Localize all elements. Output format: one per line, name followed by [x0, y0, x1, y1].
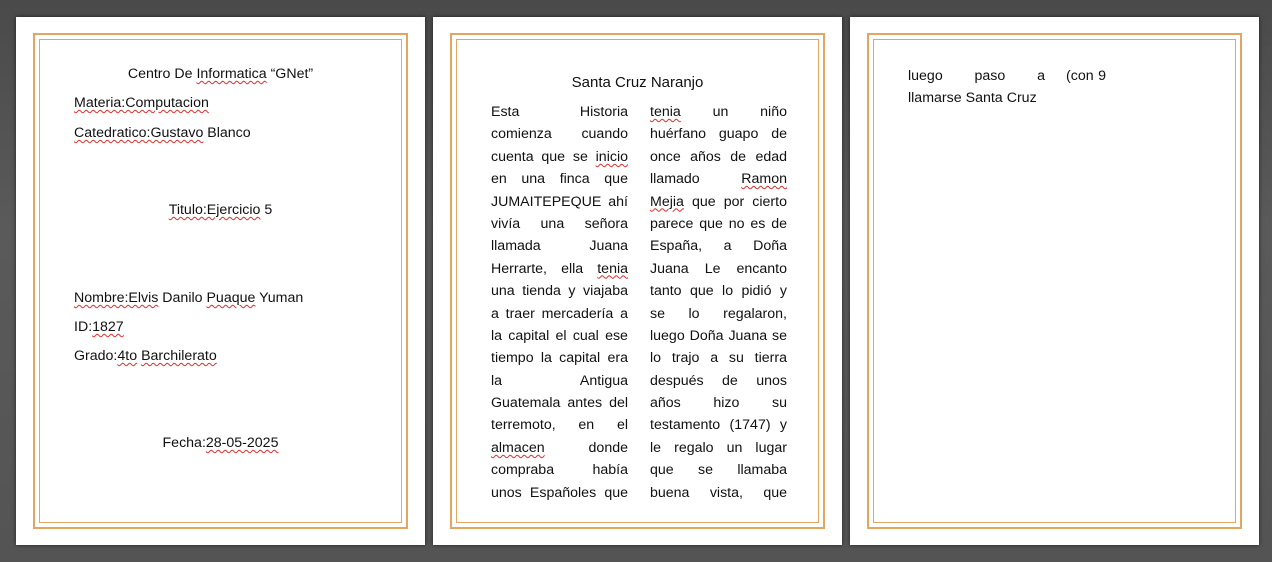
text-line [1066, 67, 1106, 89]
word: un [712, 104, 729, 120]
word: Juana [650, 260, 689, 277]
word: y [779, 283, 787, 300]
word: llamarse [908, 90, 962, 107]
word: Antigua [579, 372, 628, 389]
text-line [650, 372, 787, 394]
word: niño [760, 104, 787, 120]
word: que [763, 484, 787, 501]
word: a [723, 238, 732, 255]
word: almacen [491, 439, 545, 456]
text-line [491, 349, 628, 371]
fecha-line: Fecha:28-05-2025 [162, 435, 279, 451]
word: era [607, 350, 628, 367]
school-name: Centro De Informatica “GNet” [127, 66, 314, 82]
text-line [650, 125, 787, 147]
word: tiempo [491, 350, 534, 367]
word: regalaron, [723, 305, 787, 322]
word: llamaba [737, 462, 787, 479]
text-line [491, 148, 628, 170]
word: que [604, 171, 628, 188]
word: traer [505, 305, 535, 322]
word: once [650, 148, 681, 165]
word: tierra [754, 350, 787, 367]
text-line [491, 305, 628, 327]
word: a [710, 350, 719, 367]
text-column-2 [1066, 67, 1106, 89]
word: donde [588, 439, 628, 456]
id-line: ID:1827 [74, 319, 124, 335]
word: Cruz [1006, 90, 1037, 107]
text-line [650, 260, 787, 282]
word: Doña [689, 327, 724, 344]
word: una [540, 215, 565, 232]
word: que [699, 215, 723, 232]
text-line [650, 327, 787, 349]
text-line [491, 372, 628, 394]
document-page-2[interactable] [433, 17, 842, 545]
word: a [1037, 68, 1045, 84]
word: buena [650, 484, 690, 501]
word: una [521, 171, 546, 188]
text-line [491, 439, 628, 461]
text-line [491, 461, 628, 483]
word: es [750, 215, 766, 232]
word: Herrarte, [491, 260, 547, 277]
word: ahí [608, 193, 628, 210]
text-line [650, 349, 787, 371]
text-line [650, 170, 787, 192]
word: a [620, 305, 628, 322]
word: Juana [728, 327, 768, 344]
word: testamento [650, 417, 721, 434]
word: había [592, 462, 628, 479]
word: de [722, 372, 738, 389]
word: se [698, 462, 713, 479]
word: Españoles [529, 484, 597, 501]
text-line [650, 148, 787, 170]
text-column-1 [908, 67, 1045, 112]
word: llamado [650, 171, 700, 188]
word: finca [559, 171, 590, 188]
titulo-line: Titulo:Ejercicio 5 [168, 202, 273, 218]
word: encanto [736, 260, 787, 277]
word: de [771, 126, 787, 143]
word: tanto [650, 283, 682, 300]
word: unos [491, 484, 522, 501]
word: ella [561, 260, 584, 277]
word: Juana [589, 238, 628, 255]
word: España, [650, 238, 703, 255]
text-line [491, 170, 628, 192]
word: vivía [491, 215, 521, 232]
word: la [491, 372, 503, 389]
word: (con [1066, 68, 1094, 84]
word: capital [559, 350, 601, 367]
word: lo [722, 283, 734, 300]
word: Santa [965, 90, 1003, 107]
word: regalo [674, 439, 714, 456]
nombre-line: Nombre:Elvis Danilo Puaque Yuman [74, 290, 304, 306]
word: (1747) [729, 417, 771, 434]
word: que [650, 462, 674, 479]
word: años [650, 395, 681, 412]
word: guapo [718, 126, 759, 143]
word: comienza [491, 126, 552, 143]
word: y [779, 417, 787, 434]
text-line [650, 193, 787, 215]
word: se [772, 327, 787, 344]
text-line [650, 103, 787, 125]
word: llamada [491, 238, 541, 255]
text-line [908, 89, 1045, 111]
word: ese [605, 327, 628, 344]
word: después [650, 372, 704, 389]
text-line [491, 103, 628, 125]
word: de [730, 148, 747, 165]
word: a [491, 305, 499, 322]
word: Guatemala [491, 395, 561, 412]
text-column-2 [650, 103, 787, 506]
document-page-3[interactable] [850, 17, 1259, 545]
word: luego [650, 327, 685, 344]
word: tenia [597, 260, 628, 277]
word: hizo [713, 395, 740, 412]
text-line [491, 327, 628, 349]
word: cual [572, 327, 599, 344]
word: trajo [671, 350, 700, 367]
word: que [689, 283, 714, 300]
word: de [771, 215, 787, 232]
text-line [650, 484, 787, 506]
word: capital [508, 327, 550, 344]
text-line [650, 416, 787, 438]
text-line [650, 439, 787, 461]
word: mercadería [541, 305, 614, 322]
word: años [690, 148, 721, 165]
word: que [541, 148, 566, 165]
word: luego [908, 68, 943, 84]
word: por [723, 193, 745, 210]
word: huérfano [650, 126, 707, 143]
word: su [728, 350, 744, 367]
word: Historia [579, 104, 628, 120]
word: antes [567, 395, 603, 412]
word: que [691, 193, 716, 210]
text-line [491, 125, 628, 147]
text-line [491, 282, 628, 304]
word: vista, [709, 484, 743, 501]
word: tenia [650, 104, 681, 120]
word: parece [650, 215, 694, 232]
word: le [650, 439, 662, 456]
word: unos [756, 372, 787, 389]
text-line [491, 193, 628, 215]
word: cuando [581, 126, 628, 143]
word: compraba [491, 462, 555, 479]
word: la [491, 327, 503, 344]
word: paso [974, 68, 1006, 84]
word: lo [688, 305, 700, 322]
text-line [491, 237, 628, 259]
text-line [650, 305, 787, 327]
word: Esta [491, 104, 520, 120]
word: inicio [595, 148, 628, 165]
word: Le [704, 260, 721, 277]
word: JUMAITEPEQUE [491, 193, 602, 210]
word: 9 [1098, 68, 1106, 84]
word: su [772, 395, 787, 412]
text-line [491, 416, 628, 438]
word: pidió [741, 283, 772, 300]
text-column-1 [491, 103, 628, 506]
word: Doña [753, 238, 787, 255]
word: del [609, 395, 628, 412]
text-line [650, 282, 787, 304]
word: en [491, 171, 507, 188]
word: el [616, 417, 628, 434]
text-line [491, 215, 628, 237]
text-line [650, 237, 787, 259]
text-line [650, 394, 787, 416]
word: en [578, 417, 595, 434]
materia-line: Materia:Computacion [74, 95, 209, 111]
word: y [568, 283, 576, 300]
word: se [650, 305, 665, 322]
text-line [650, 215, 787, 237]
word: una [491, 283, 515, 300]
word: lugar [755, 439, 787, 456]
word: cierto [752, 193, 787, 210]
story-title: Santa Cruz Naranjo [571, 74, 704, 91]
grado-line: Grado:4to Barchilerato [74, 348, 217, 364]
text-line [650, 461, 787, 483]
word: Ramon [741, 171, 787, 188]
word: señora [584, 215, 628, 232]
word: el [555, 327, 567, 344]
word: edad [755, 148, 787, 165]
text-line [491, 260, 628, 282]
word: que [604, 484, 628, 501]
word: un [726, 439, 743, 456]
word: Mejia [650, 193, 684, 210]
word: cuenta [491, 148, 534, 165]
word: terremoto, [491, 417, 556, 434]
document-page-1[interactable] [16, 17, 425, 545]
text-line [908, 67, 1045, 89]
word: viajaba [583, 283, 628, 300]
text-line [491, 394, 628, 416]
word: no [728, 215, 745, 232]
word: se [572, 148, 588, 165]
word: tienda [522, 283, 561, 300]
word: lo [650, 350, 662, 367]
word: la [540, 350, 552, 367]
catedratico-line: Catedratico:Gustavo Blanco [74, 125, 251, 141]
text-line [491, 484, 628, 506]
